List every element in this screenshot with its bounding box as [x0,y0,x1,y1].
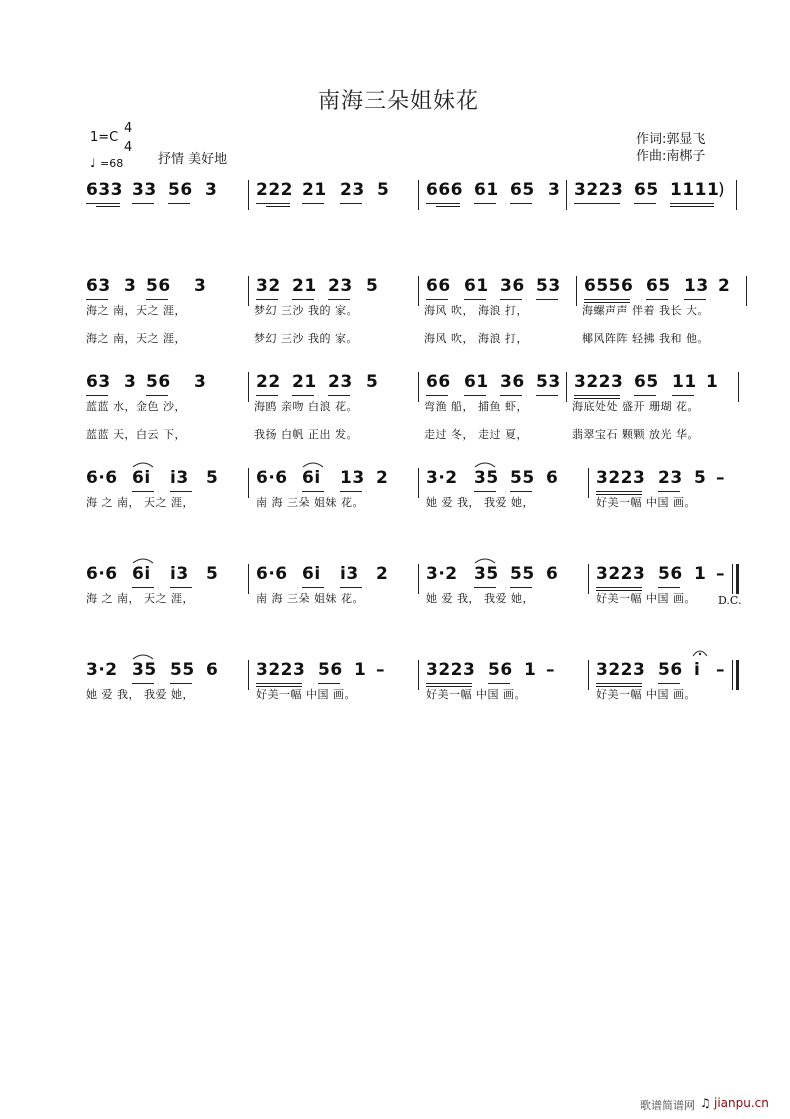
composer-credit: 作曲:南梆子 [636,149,706,164]
note-group: 33 [132,180,157,200]
note-group: 6·6 [86,468,118,488]
lyric-line: 蓝蓝 天，白云 下， [86,428,186,441]
lyric-line: 弯渔 船， 捕鱼 虾， [424,400,528,413]
note-group: 6i [302,564,321,584]
lyric-line: 海风 吹， 海浪 打， [424,304,528,317]
note-group: 23 [340,180,365,200]
note-group: 21 [292,276,317,296]
lyric-line: 海 之 南， 天之 涯， [86,592,194,605]
note-group: 6556 [584,276,634,296]
note-group: 3 [124,372,137,392]
lyric-line: 好美一幅 中国 画。 [256,688,356,701]
lyric-line: 走过 冬， 走过 夏， [424,428,528,441]
note-group: 6·6 [86,564,118,584]
note-group: 23 [328,372,353,392]
note-group: 3·2 [426,564,458,584]
tie-icon [132,460,154,468]
note-group: 23 [658,468,683,488]
lyric-line: 她 爱 我， 我爱 她， [426,592,534,605]
note-group: 36 [500,372,525,392]
lyric-line: 她 爱 我， 我爱 她， [86,688,194,701]
lyricist-credit: 作词:郭显飞 [636,132,706,147]
note-group: 56 [146,372,171,392]
note-group: 65 [634,180,659,200]
note-group: 5 [206,564,219,584]
note-group: 65 [634,372,659,392]
note-group: 3 [548,180,561,200]
lyric-line: 好美一幅 中国 画。 [426,688,526,701]
note-group: – [376,660,385,680]
note-group: 63 [86,372,111,392]
lyric-line: 翡翠宝石 颗颗 放光 华。 [572,428,699,441]
note-group: i3 [340,564,359,584]
lyric-line: 南 海 三朵 姐妹 花。 [256,496,364,509]
lyric-line: 我扬 白帆 正出 发。 [254,428,358,441]
watermark-text: 歌谱简谱网 [640,1099,695,1112]
note-group: 55 [510,564,535,584]
note-group: 6 [546,468,559,488]
note-group: 3223 [574,372,624,392]
note-group: 1111 [670,180,720,200]
note-group: 21 [292,372,317,392]
note-group: 13 [684,276,709,296]
note-group: 5 [694,468,707,488]
note-group: 56 [318,660,343,680]
time-sig-top: 4 [124,121,133,136]
lyric-line: 好美一幅 中国 画。 [596,688,696,701]
lyric-line: 海之 南，天之 涯， [86,304,186,317]
note-group: 1 [706,372,719,392]
tie-icon [132,556,154,564]
barline [736,180,737,210]
lyric-line: 海 之 南， 天之 涯， [86,496,194,509]
note-group: 5 [366,372,379,392]
note-group: 5 [377,180,390,200]
lyric-line: 海底处处 盛开 珊瑚 花。 [572,400,699,413]
note-group: 3223 [596,660,646,680]
note-group: 2 [718,276,731,296]
note-group: 3 [194,276,207,296]
lyric-line: 好美一幅 中国 画。 [596,496,696,509]
note-group: 56 [146,276,171,296]
note-icon: ♫ [700,1096,711,1110]
note-group: 13 [340,468,365,488]
note-group: 36 [500,276,525,296]
note-group: 32 [256,276,281,296]
note-group: 11 [672,372,697,392]
lyric-line: 蓝蓝 水，金色 沙， [86,400,186,413]
note-group: 6 [206,660,219,680]
lyric-line: 梦幻 三沙 我的 家。 [254,304,358,317]
page-title: 南海三朵姐妹花 [318,89,480,114]
lyric-line: 南 海 三朵 姐妹 花。 [256,592,364,605]
note-group: 22 [256,372,281,392]
tie-icon [302,460,324,468]
fermata-icon [692,646,708,658]
note-group: 1 [354,660,367,680]
note-group: i3 [170,564,189,584]
note-group: 66 [426,372,451,392]
note-group: 53 [536,372,561,392]
note-group: – [546,660,555,680]
note-group: i [694,660,701,680]
lyric-line: 椰风阵阵 轻拂 我和 他。 [582,332,709,345]
lyric-line: 好美一幅 中国 画。 [596,592,696,605]
note-group: 3223 [574,180,624,200]
note-group: 35 [474,564,499,584]
note-group: i3 [170,468,189,488]
tie-icon [474,460,496,468]
tie-icon [474,556,496,564]
key-signature: 1=C [90,130,119,145]
note-group: 2 [376,564,389,584]
note-group: 3 [124,276,137,296]
tempo: =68 [100,157,124,170]
note-group: 6·6 [256,468,288,488]
note-group: 666 [426,180,463,200]
barline [248,180,249,210]
note-group: 3223 [426,660,476,680]
note-group: 55 [170,660,195,680]
note-group: 35 [132,660,157,680]
tie-icon [132,652,154,660]
note-group: 65 [510,180,535,200]
watermark-url: jianpu.cn [714,1096,769,1110]
note-group: 2 [376,468,389,488]
note-group: 222 [256,180,293,200]
note-group: 55 [510,468,535,488]
final-barline [736,660,739,690]
lyric-line: 梦幻 三沙 我的 家。 [254,332,358,345]
lyric-line: 海鸥 亲吻 白浪 花。 [254,400,358,413]
note-group: 3 [194,372,207,392]
note-group: 66 [426,276,451,296]
time-sig-bottom: 4 [124,140,133,155]
note-group: – [716,564,725,584]
final-barline [736,564,739,594]
barline [566,180,567,210]
note-group: 61 [464,372,489,392]
note-group: 56 [168,180,193,200]
note-group: 3·2 [86,660,118,680]
expression-mark: 抒情 美好地 [158,152,228,167]
lyric-line: 海风 吹， 海浪 打， [424,332,528,345]
note-group: 23 [328,276,353,296]
note-group: – [716,660,725,680]
note-group: 6 [546,564,559,584]
dc-mark: D.C. [718,594,742,607]
note-group: 61 [474,180,499,200]
note-group: 3223 [596,564,646,584]
note-group: 6i [132,468,151,488]
barline [418,180,419,210]
note-group: 21 [302,180,327,200]
note-group: 56 [658,564,683,584]
note-group: 3·2 [426,468,458,488]
quarter-note-icon: ♩ [90,156,96,170]
note-group: 53 [536,276,561,296]
note-group: 35 [474,468,499,488]
note-group: – [716,468,725,488]
note-group: 3 [205,180,218,200]
note-group: 6i [132,564,151,584]
note-group: 1 [694,564,707,584]
note-group: 56 [658,660,683,680]
note-group: 65 [646,276,671,296]
note-group: 3223 [256,660,306,680]
note-group: 5 [206,468,219,488]
note-group: 5 [366,276,379,296]
note-group: 1 [524,660,537,680]
note-group: 63 [86,276,111,296]
note-group: 633 [86,180,123,200]
note-group: 61 [464,276,489,296]
note-group: 6i [302,468,321,488]
closing-paren: ) [718,180,725,200]
lyric-line: 她 爱 我， 我爱 她， [426,496,534,509]
note-group: 56 [488,660,513,680]
lyric-line: 海螺声声 伴着 我长 大。 [582,304,709,317]
lyric-line: 海之 南，天之 涯， [86,332,186,345]
note-group: 3223 [596,468,646,488]
note-group: 6·6 [256,564,288,584]
